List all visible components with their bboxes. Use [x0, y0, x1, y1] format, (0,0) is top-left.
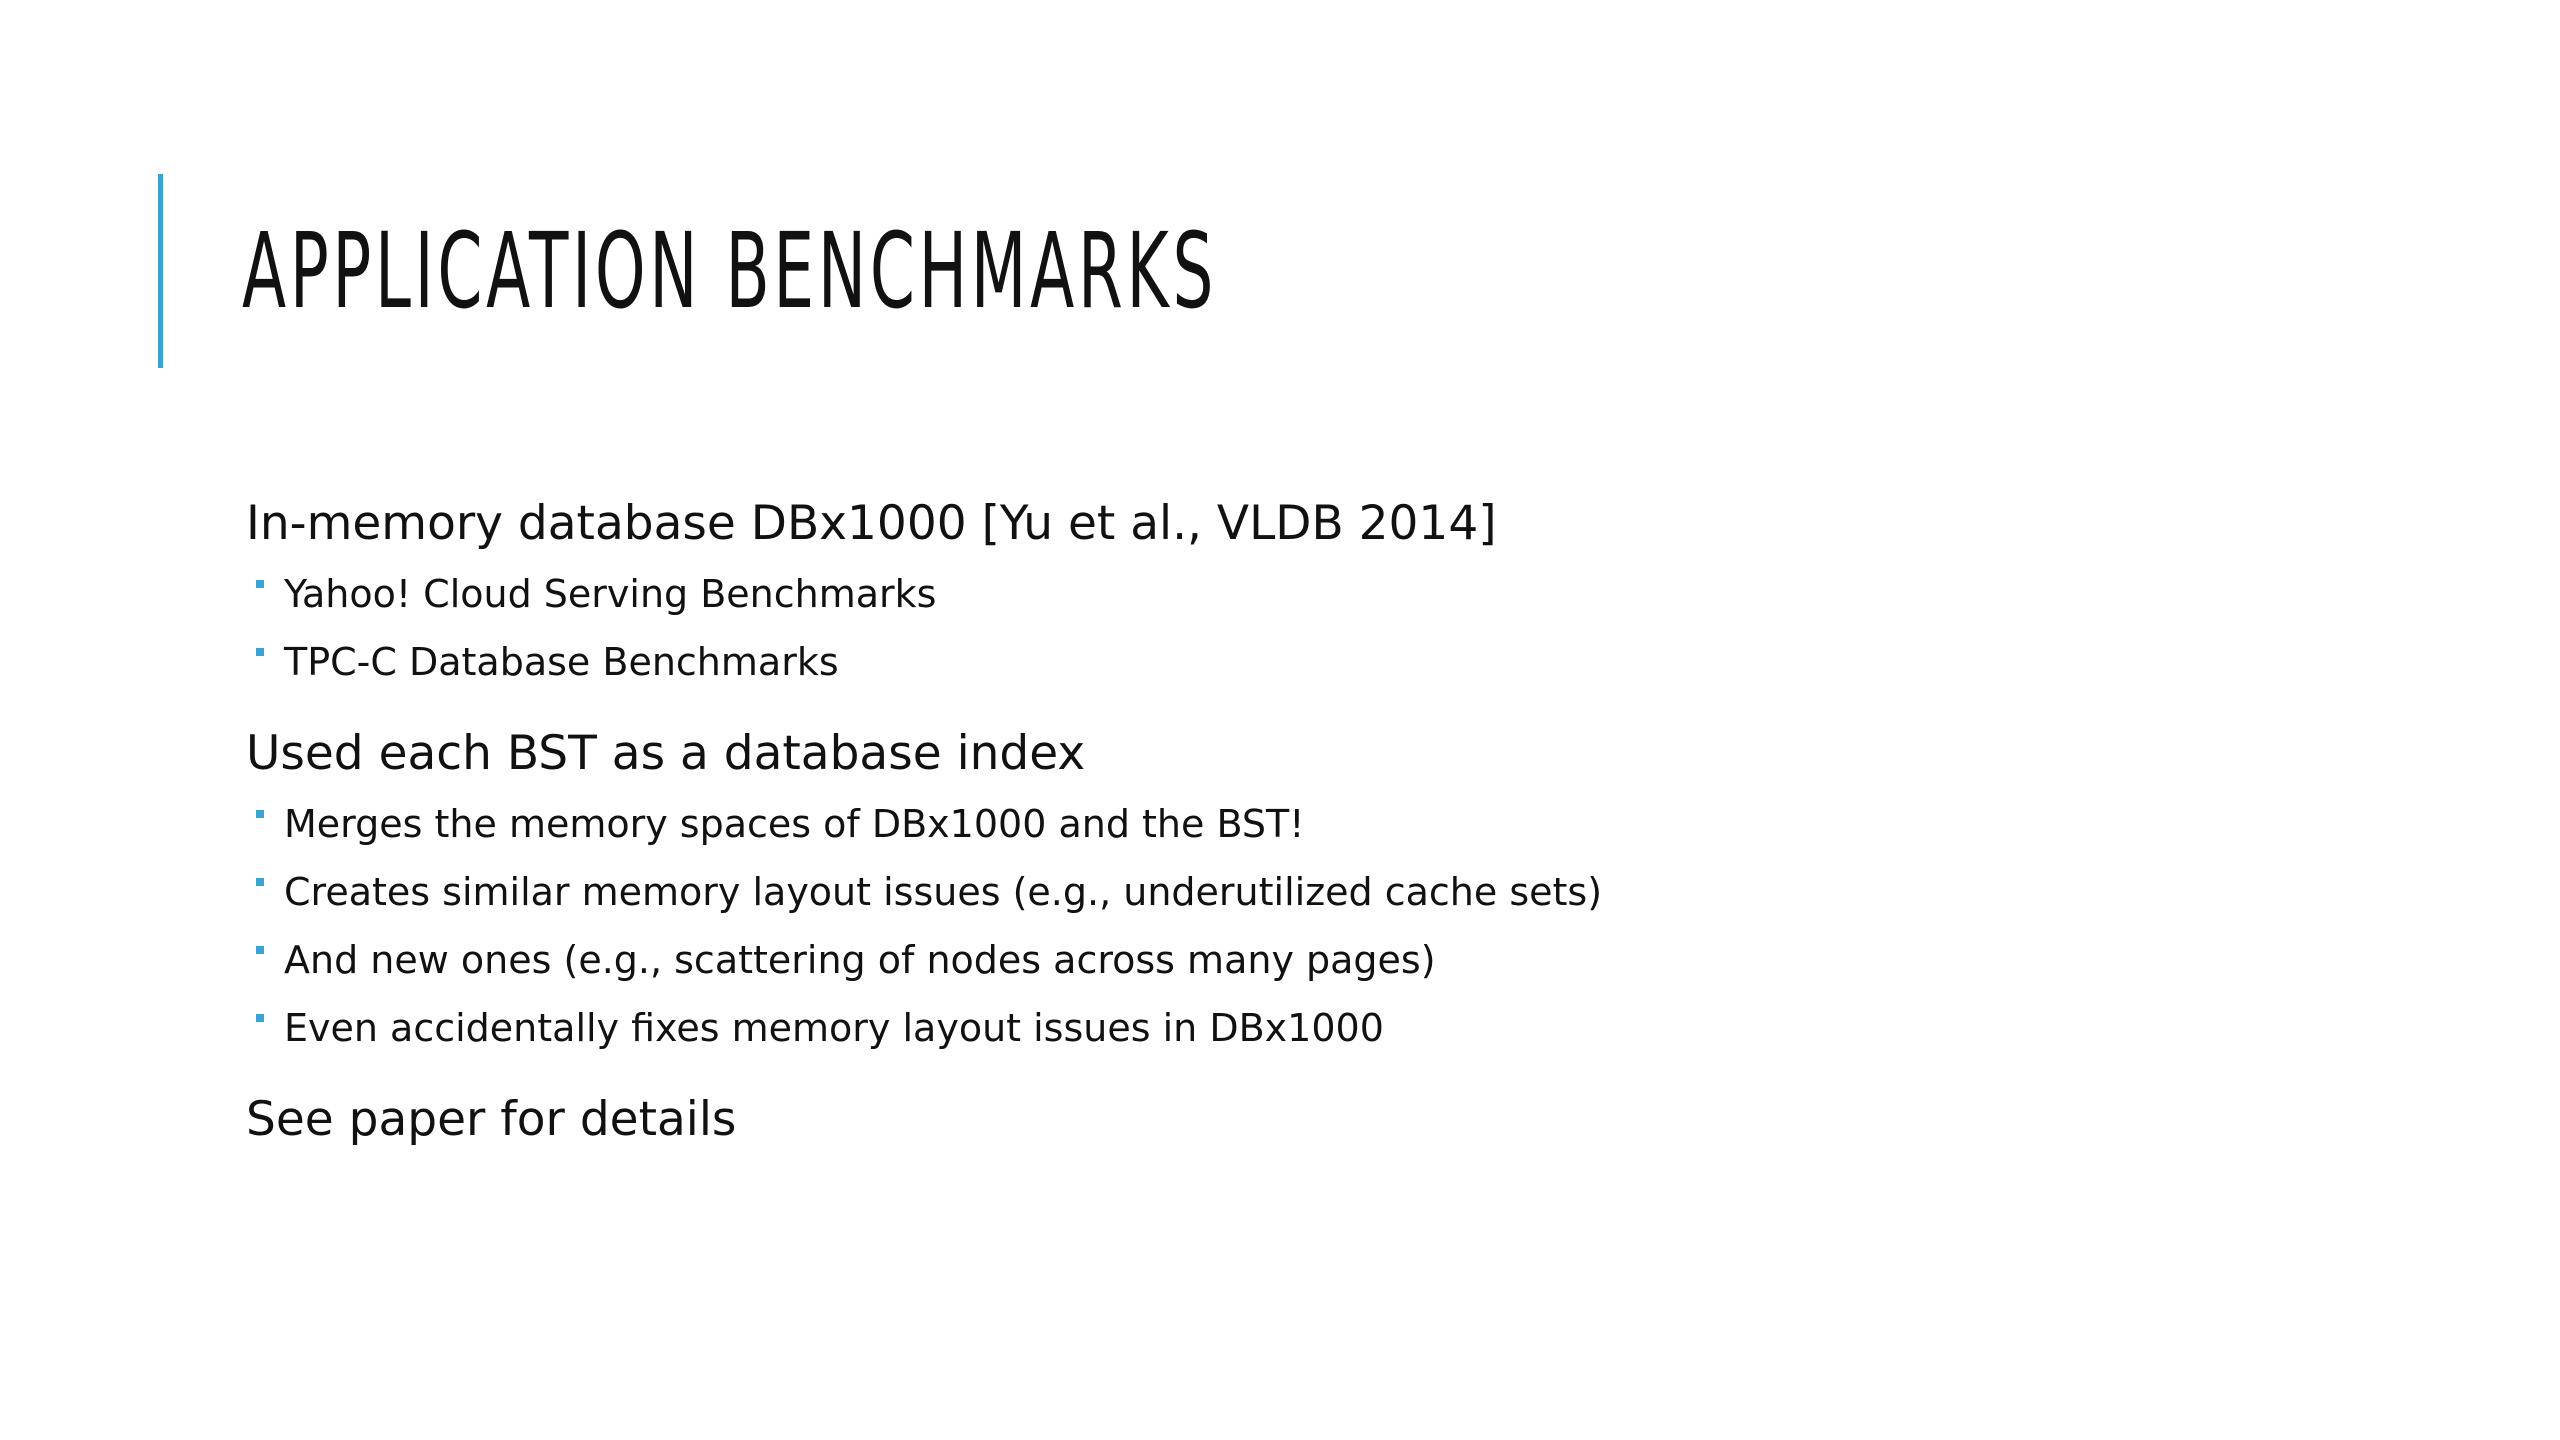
section-heading: Used each BST as a database index: [246, 726, 1086, 781]
slide-title: APPLICATION BENCHMARKS: [242, 210, 1218, 332]
section-index: [246, 718, 2346, 1062]
square-bullet-icon: [256, 946, 264, 954]
bullet-item: [246, 994, 2346, 1062]
bullet-item: [246, 858, 2346, 926]
section-heading: See paper for details: [246, 1092, 737, 1147]
square-bullet-icon: [256, 648, 264, 656]
bullet-text: Merges the memory spaces of DBx1000 and the BST!: [284, 802, 1305, 846]
bullet-text: Even accidentally fixes memory layout issues in DBx1000: [284, 1006, 1384, 1050]
bullet-list: [246, 560, 2346, 696]
bullet-text: Yahoo! Cloud Serving Benchmarks: [284, 572, 937, 616]
section-heading: In-memory database DBx1000 [Yu et al., VLDB 2014]: [246, 496, 1497, 551]
section-details: [246, 1084, 2346, 1156]
bullet-item: [246, 560, 2346, 628]
section-database: [246, 488, 2346, 696]
bullet-item: [246, 926, 2346, 994]
square-bullet-icon: [256, 810, 264, 818]
bullet-text: TPC-C Database Benchmarks: [284, 640, 839, 684]
slide-content: [246, 488, 2346, 1178]
bullet-text: And new ones (e.g., scattering of nodes across many pages): [284, 938, 1436, 982]
square-bullet-icon: [256, 1014, 264, 1022]
bullet-item: [246, 628, 2346, 696]
bullet-text: Creates similar memory layout issues (e.g., underutilized cache sets): [284, 870, 1603, 914]
bullet-list: [246, 790, 2346, 1062]
square-bullet-icon: [256, 580, 264, 588]
bullet-item: [246, 790, 2346, 858]
square-bullet-icon: [256, 878, 264, 886]
title-accent-bar: [158, 174, 163, 368]
